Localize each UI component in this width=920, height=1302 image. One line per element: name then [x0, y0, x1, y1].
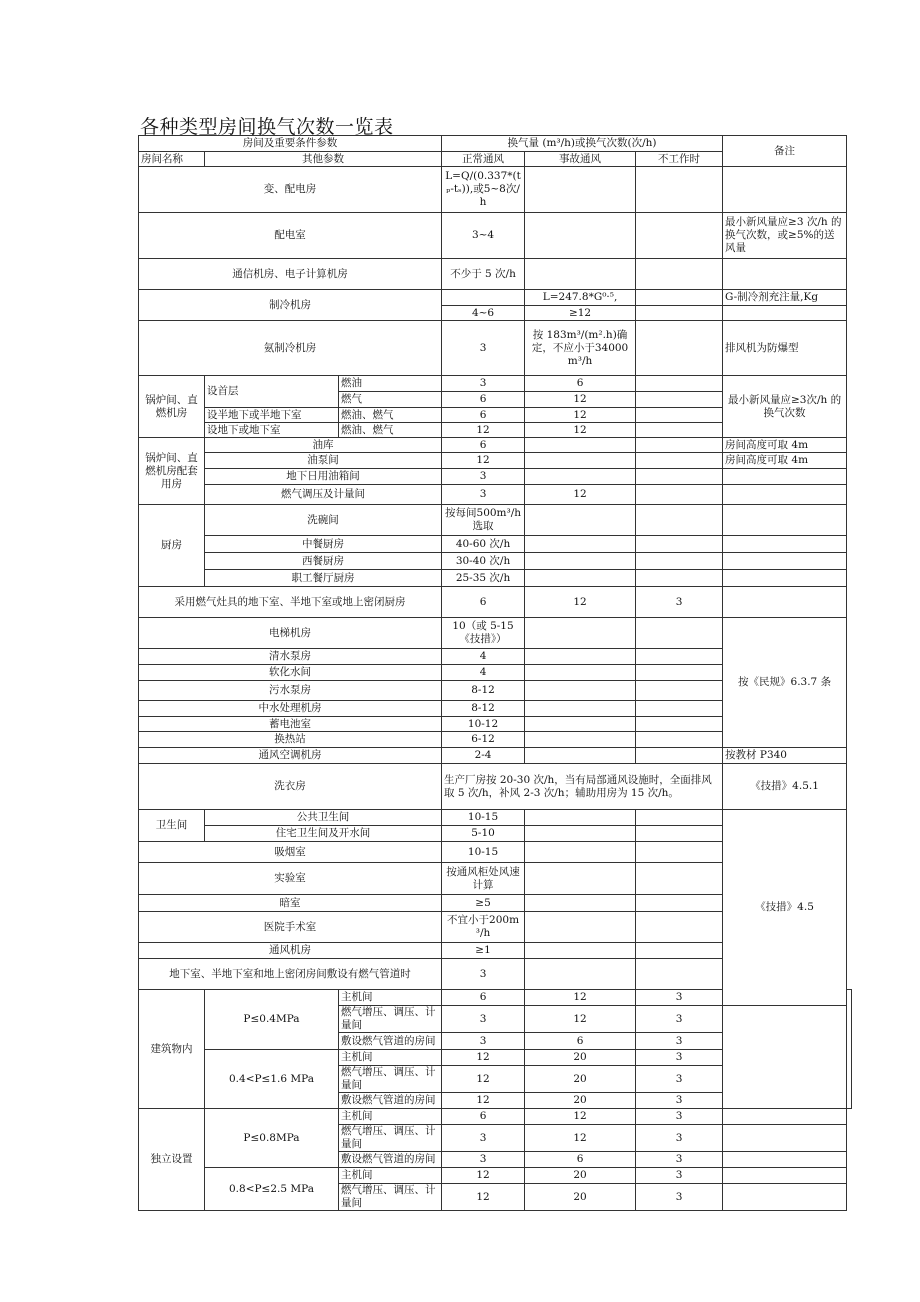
idle-rate: 3 [636, 1184, 723, 1211]
idle-rate [636, 895, 723, 912]
param-room: 敷设燃气管道的房间 [339, 1093, 442, 1109]
normal-rate: 3 [442, 1125, 525, 1152]
accident-rate [525, 213, 636, 259]
accident-rate: 12 [525, 423, 636, 438]
idle-rate: 3 [636, 1093, 723, 1109]
param-fuel: 燃油 [339, 376, 442, 392]
idle-rate [636, 321, 723, 376]
accident-rate [525, 748, 636, 764]
remark [723, 1152, 847, 1168]
remark [723, 469, 847, 485]
header-rate: 换气量 (m³/h)或换气次数(次/h) [442, 136, 723, 152]
remark: 按教材 P340 [723, 748, 847, 764]
normal-rate: 6 [442, 1109, 525, 1125]
normal-rate [442, 290, 525, 306]
room-name: 洗衣房 [139, 764, 442, 810]
param: 住宅卫生间及开水间 [205, 826, 442, 842]
normal-rate: 生产厂房按 20-30 次/h，当有局部通风设施时，全面排风取 5 次/h，补风 2-3 次/h；辅助用房为 15 次/h。 [442, 764, 723, 810]
param: 公共卫生间 [205, 810, 442, 826]
room-name: 暗室 [139, 895, 442, 912]
normal-rate: 3 [442, 1006, 525, 1033]
idle-rate: 3 [636, 1050, 723, 1066]
normal-rate: 2-4 [442, 748, 525, 764]
idle-rate [636, 732, 723, 748]
accident-rate: 12 [525, 408, 636, 423]
accident-rate: 6 [525, 376, 636, 392]
param: 地下日用油箱间 [205, 469, 442, 485]
idle-rate: 3 [636, 990, 723, 1006]
accident-rate [525, 895, 636, 912]
accident-rate: 20 [525, 1184, 636, 1211]
idle-rate [636, 665, 723, 681]
normal-rate: 6 [442, 408, 525, 423]
param-room: 燃气增压、调压、计量间 [339, 1066, 442, 1093]
idle-rate [636, 570, 723, 587]
room-name: 通信机房、电子计算机房 [139, 259, 442, 290]
remark [847, 990, 852, 1109]
param-pressure: P≤0.8MPa [205, 1109, 339, 1168]
idle-rate [636, 912, 723, 943]
idle-rate [636, 536, 723, 553]
param-fuel: 燃气 [339, 392, 442, 408]
accident-rate [525, 701, 636, 717]
normal-rate: 6 [442, 990, 525, 1006]
normal-rate: 30-40 次/h [442, 553, 525, 570]
room-name: 建筑物内 [139, 990, 205, 1109]
normal-rate: 8-12 [442, 681, 525, 701]
normal-rate: 12 [442, 1184, 525, 1211]
idle-rate [636, 618, 723, 649]
accident-rate [525, 259, 636, 290]
param-room: 主机间 [339, 990, 442, 1006]
accident-rate: 12 [525, 392, 636, 408]
normal-rate: 40-60 次/h [442, 536, 525, 553]
remark: 房间高度可取 4m [723, 453, 847, 469]
param-pressure: 0.8<P≤2.5 MPa [205, 1168, 339, 1211]
idle-rate [636, 810, 723, 826]
accident-rate [525, 842, 636, 863]
remark [723, 1109, 847, 1125]
accident-rate [525, 826, 636, 842]
normal-rate: ≥1 [442, 943, 525, 959]
idle-rate [636, 167, 723, 213]
idle-rate [636, 392, 723, 408]
table-row [139, 570, 852, 587]
remark: 排风机为防爆型 [723, 321, 847, 376]
header-accident: 事故通风 [525, 152, 636, 167]
header-room-params: 房间及重要条件参数 [139, 136, 442, 152]
accident-rate [525, 959, 636, 990]
table-row [139, 213, 852, 259]
normal-rate: 12 [442, 1093, 525, 1109]
table-row [139, 810, 852, 826]
remark [723, 1184, 847, 1211]
table-row [139, 259, 852, 290]
accident-rate [525, 863, 636, 895]
idle-rate [636, 213, 723, 259]
room-name: 地下室、半地下室和地上密闭房间敷设有燃气管道时 [139, 959, 442, 990]
table-row [139, 764, 852, 810]
room-name: 医院手术室 [139, 912, 442, 943]
header-other-params: 其他参数 [205, 152, 442, 167]
param-pressure: P≤0.4MPa [205, 990, 339, 1050]
idle-rate [636, 408, 723, 423]
idle-rate [636, 717, 723, 732]
idle-rate [636, 376, 723, 392]
accident-rate: 12 [525, 1109, 636, 1125]
remark: 最小新风量应≥3次/h 的换气次数 [723, 376, 847, 438]
accident-rate: ≥12 [525, 306, 636, 321]
accident-rate: 20 [525, 1050, 636, 1066]
header-remark: 备注 [723, 136, 847, 167]
room-name: 污水泵房 [139, 681, 442, 701]
param: 西餐厨房 [205, 553, 442, 570]
param-room: 主机间 [339, 1109, 442, 1125]
param: 燃气调压及计量间 [205, 485, 442, 505]
param: 职工餐厅厨房 [205, 570, 442, 587]
page-title: 各种类型房间换气次数一览表 [140, 116, 394, 138]
table-row [139, 505, 852, 536]
idle-rate [636, 748, 723, 764]
normal-rate: 6 [442, 438, 525, 453]
normal-rate: 3~4 [442, 213, 525, 259]
room-name: 蓄电池室 [139, 717, 442, 732]
idle-rate [636, 842, 723, 863]
ventilation-rate-table [138, 135, 852, 1211]
accident-rate: 12 [525, 990, 636, 1006]
remark: 按《民规》6.3.7 条 [723, 618, 847, 748]
idle-rate [636, 826, 723, 842]
room-name: 中水处理机房 [139, 701, 442, 717]
idle-rate [636, 438, 723, 453]
param: 油库 [205, 438, 442, 453]
normal-rate: 12 [442, 1066, 525, 1093]
accident-rate [525, 570, 636, 587]
table-row [139, 587, 852, 618]
accident-rate [525, 505, 636, 536]
table-header-row [139, 136, 852, 152]
idle-rate: 3 [636, 1125, 723, 1152]
idle-rate: 3 [636, 1168, 723, 1184]
remark: 《技措》4.5.1 [723, 764, 847, 810]
normal-rate: 3 [442, 1033, 525, 1050]
normal-rate: 4~6 [442, 306, 525, 321]
param: 中餐厨房 [205, 536, 442, 553]
remark [723, 167, 847, 213]
idle-rate [636, 290, 723, 306]
room-name: 软化水间 [139, 665, 442, 681]
header-normal: 正常通风 [442, 152, 525, 167]
idle-rate [636, 453, 723, 469]
remark [723, 306, 847, 321]
remark: 《技措》4.5 [723, 810, 847, 1006]
idle-rate [636, 485, 723, 505]
param-fuel: 燃油、燃气 [339, 423, 442, 438]
accident-rate [525, 732, 636, 748]
idle-rate [636, 943, 723, 959]
remark [723, 1125, 847, 1152]
remark [723, 536, 847, 553]
param-pressure: 0.4<P≤1.6 MPa [205, 1050, 339, 1109]
room-name: 变、配电房 [139, 167, 442, 213]
remark [723, 259, 847, 290]
accident-rate [525, 943, 636, 959]
remark [723, 553, 847, 570]
room-name: 厨房 [139, 505, 205, 587]
param-location: 设首层 [205, 376, 339, 408]
normal-rate: 12 [442, 1168, 525, 1184]
normal-rate: 10-15 [442, 842, 525, 863]
accident-rate [525, 717, 636, 732]
accident-rate: 20 [525, 1066, 636, 1093]
table-row [139, 1168, 852, 1184]
param-room: 主机间 [339, 1168, 442, 1184]
idle-rate: 3 [636, 1006, 723, 1033]
normal-rate: 3 [442, 321, 525, 376]
accident-rate [525, 167, 636, 213]
param: 洗碗间 [205, 505, 442, 536]
remark: 房间高度可取 4m [723, 438, 847, 453]
normal-rate: 5-10 [442, 826, 525, 842]
idle-rate [636, 649, 723, 665]
room-name: 采用燃气灶具的地下室、半地下室或地上密闭厨房 [139, 587, 442, 618]
accident-rate: 6 [525, 1033, 636, 1050]
param-room: 敷设燃气管道的房间 [339, 1152, 442, 1168]
param-room: 主机间 [339, 1050, 442, 1066]
normal-rate: 不宜小于200m³/h [442, 912, 525, 943]
idle-rate [636, 423, 723, 438]
idle-rate [636, 259, 723, 290]
room-name: 独立设置 [139, 1109, 205, 1211]
normal-rate: 按每间500m³/h 选取 [442, 505, 525, 536]
table-row [139, 290, 852, 306]
idle-rate [636, 681, 723, 701]
accident-rate [525, 810, 636, 826]
accident-rate [525, 469, 636, 485]
table-row [139, 453, 852, 469]
table-row [139, 748, 852, 764]
room-name: 配电室 [139, 213, 442, 259]
accident-rate [525, 912, 636, 943]
param-location: 设半地下或半地下室 [205, 408, 339, 423]
room-name: 制冷机房 [139, 290, 442, 321]
accident-rate [525, 553, 636, 570]
normal-rate: 3 [442, 376, 525, 392]
remark [723, 570, 847, 587]
idle-rate: 3 [636, 1033, 723, 1050]
room-name: 实验室 [139, 863, 442, 895]
idle-rate [636, 701, 723, 717]
idle-rate [636, 505, 723, 536]
normal-rate: 8-12 [442, 701, 525, 717]
normal-rate: 12 [442, 453, 525, 469]
accident-rate [525, 665, 636, 681]
table-row [139, 618, 852, 649]
table-row [139, 485, 852, 505]
normal-rate: 10-12 [442, 717, 525, 732]
room-name: 卫生间 [139, 810, 205, 842]
table-row [139, 469, 852, 485]
normal-rate: 按通风柜处风速计算 [442, 863, 525, 895]
normal-rate: 3 [442, 1152, 525, 1168]
normal-rate: 10（或 5-15《技措》） [442, 618, 525, 649]
room-name: 氨制冷机房 [139, 321, 442, 376]
accident-rate: 12 [525, 1006, 636, 1033]
table-row [139, 536, 852, 553]
param-room: 燃气增压、调压、计量间 [339, 1184, 442, 1211]
room-name: 通风机房 [139, 943, 442, 959]
normal-rate: 12 [442, 423, 525, 438]
normal-rate: 6 [442, 392, 525, 408]
header-room-name: 房间名称 [139, 152, 205, 167]
param-room: 敷设燃气管道的房间 [339, 1033, 442, 1050]
idle-rate [636, 959, 723, 990]
normal-rate: 4 [442, 665, 525, 681]
normal-rate: 3 [442, 485, 525, 505]
remark: 最小新风量应≥3 次/h 的换气次数，或≥5%的送风量 [723, 213, 847, 259]
normal-rate: 6-12 [442, 732, 525, 748]
normal-rate: 25-35 次/h [442, 570, 525, 587]
idle-rate: 3 [636, 1109, 723, 1125]
table-row [139, 1109, 852, 1125]
table-row [139, 321, 852, 376]
param-fuel: 燃油、燃气 [339, 408, 442, 423]
room-name: 清水泵房 [139, 649, 442, 665]
room-name: 吸烟室 [139, 842, 442, 863]
accident-rate: 12 [525, 1125, 636, 1152]
remark [723, 485, 847, 505]
remark [723, 1168, 847, 1184]
normal-rate: L=Q/(0.337*(tₚ-tₛ)),或5~8次/h [442, 167, 525, 213]
param-room: 燃气增压、调压、计量间 [339, 1125, 442, 1152]
accident-rate [525, 453, 636, 469]
idle-rate [636, 306, 723, 321]
idle-rate: 3 [636, 1066, 723, 1093]
accident-rate [525, 681, 636, 701]
room-name: 电梯机房 [139, 618, 442, 649]
accident-rate [525, 618, 636, 649]
table-row [139, 438, 852, 453]
room-name: 换热站 [139, 732, 442, 748]
accident-rate [525, 536, 636, 553]
header-idle: 不工作时 [636, 152, 723, 167]
room-name: 锅炉间、直燃机房配套用房 [139, 438, 205, 505]
idle-rate [636, 863, 723, 895]
accident-rate: 20 [525, 1168, 636, 1184]
table-row [139, 376, 852, 392]
idle-rate [636, 553, 723, 570]
normal-rate: 不少于 5 次/h [442, 259, 525, 290]
idle-rate: 3 [636, 587, 723, 618]
normal-rate: 12 [442, 1050, 525, 1066]
room-name: 通风空调机房 [139, 748, 442, 764]
normal-rate: 3 [442, 959, 525, 990]
accident-rate: 按 183m³/(m².h)确定，不应小于34000m³/h [525, 321, 636, 376]
normal-rate: 10-15 [442, 810, 525, 826]
accident-rate: 6 [525, 1152, 636, 1168]
table-row [139, 553, 852, 570]
accident-rate: 12 [525, 485, 636, 505]
param-location: 设地下或地下室 [205, 423, 339, 438]
idle-rate [636, 469, 723, 485]
accident-rate: 12 [525, 587, 636, 618]
remark [723, 587, 847, 618]
param-room: 燃气增压、调压、计量间 [339, 1006, 442, 1033]
remark: G-制冷剂充注量,Kg [723, 290, 847, 306]
param: 油泵间 [205, 453, 442, 469]
normal-rate: 4 [442, 649, 525, 665]
accident-rate: L=247.8*G⁰·⁵, [525, 290, 636, 306]
accident-rate [525, 649, 636, 665]
remark [723, 505, 847, 536]
accident-rate: 20 [525, 1093, 636, 1109]
normal-rate: ≥5 [442, 895, 525, 912]
table-row [139, 1050, 852, 1066]
idle-rate: 3 [636, 1152, 723, 1168]
room-name: 锅炉间、直燃机房 [139, 376, 205, 438]
table-row [139, 167, 852, 213]
normal-rate: 3 [442, 469, 525, 485]
normal-rate: 6 [442, 587, 525, 618]
accident-rate [525, 438, 636, 453]
